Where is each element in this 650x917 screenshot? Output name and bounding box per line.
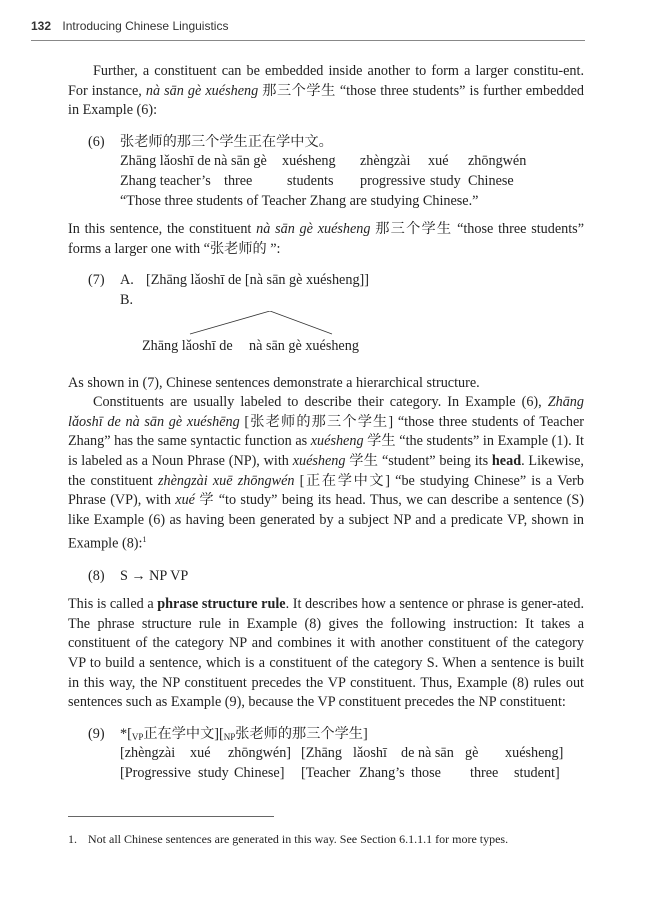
- paragraph-1: [68, 62, 584, 121]
- pinyin-word: [zhèngzài: [120, 745, 176, 762]
- np-chinese: 张老师的那三个学生]: [235, 725, 368, 742]
- text-run: In this sentence, the constituent: [68, 221, 257, 238]
- tree-leaf-left: Zhāng lǎoshī de: [142, 337, 233, 354]
- gloss-word: three: [470, 764, 499, 781]
- gloss-word: Chinese]: [234, 764, 285, 781]
- left-branch: [190, 311, 270, 334]
- example-6: [68, 133, 584, 211]
- pinyin-word: zhèngzài: [360, 153, 411, 170]
- pinyin-run: xuésheng: [292, 452, 346, 469]
- pinyin-word: Zhāng lǎoshī de: [120, 153, 211, 170]
- pinyin-word: de nà sān: [401, 745, 454, 762]
- body-text: [68, 62, 584, 793]
- example-8: [68, 567, 584, 587]
- text-run: . Likewise, the constituent: [68, 452, 584, 489]
- phrase-structure-rule: S → NP VP: [120, 567, 189, 584]
- pinyin-run: nà sān gè xuésheng: [145, 82, 259, 99]
- paragraph-4: [68, 393, 584, 554]
- pinyin-word: [Zhāng: [301, 745, 342, 762]
- gloss-word: students: [287, 172, 334, 189]
- gloss-word: study: [198, 764, 229, 781]
- text-run: Constituents are usually labeled to describe their category. In Example (6),: [93, 394, 548, 411]
- text-run: 那三个学生 “those three students” forms a larger one with “张老师的 ”:: [68, 221, 584, 257]
- pinyin-run: xué: [175, 492, 195, 509]
- example-chinese: 张老师的那三个学生正在学中文。: [120, 133, 333, 150]
- running-title: Introducing Chinese Linguistics: [62, 19, 229, 33]
- example-chinese: [120, 725, 584, 745]
- pinyin-run: zhèngzài xuē zhōngwén: [157, 472, 295, 489]
- pinyin-run: Zhāng lǎoshī de nà sān gè xuéshēng: [68, 394, 584, 430]
- pinyin-word: zhōngwén: [468, 153, 527, 170]
- right-branch: [270, 311, 332, 334]
- paragraph-5: [68, 595, 584, 713]
- gloss-word: progressive: [360, 172, 426, 189]
- ungrammatical-star: *[: [120, 725, 132, 742]
- pinyin-word: zhōngwén]: [228, 745, 292, 762]
- footnote-text: Not all Chinese sentences are generated in this way. See Section 6.1.1.1 for more types.: [88, 832, 509, 846]
- gloss-word: Zhang’s: [359, 764, 405, 781]
- example-7a: [120, 271, 584, 291]
- tree-diagram: [142, 311, 442, 365]
- text-run: . It describes how a sentence or phrase is gener-ated. The phrase structure rule in Example (8) gives the following instruction: It takes a constituent of the category NP and combines it with another constituent of the category VP to build a sentence, which is a constituent of the category S. When a sentence is built in this way, the NP constituent precedes the VP constituent. Thus, Example (8) rules out sentences such as Example (9), because the VP constituent precedes the NP constituent:: [68, 596, 584, 711]
- running-header: [31, 19, 585, 41]
- np-label: NP: [223, 731, 236, 742]
- example-number: (9): [88, 725, 105, 742]
- pinyin-word: gè: [465, 745, 479, 762]
- example-number: (6): [88, 133, 105, 150]
- example-9: [68, 725, 584, 784]
- example-gloss-row: [120, 172, 584, 192]
- gloss-word: [Progressive: [120, 764, 191, 781]
- example-7: [68, 271, 584, 364]
- pinyin-run: nà sān gè xuésheng: [256, 221, 371, 238]
- term-bold: phrase structure rule: [157, 596, 286, 613]
- gloss-word: Chinese: [468, 172, 514, 189]
- text-run: 那三个学生 “those three students” is further embedded in Example (6):: [68, 82, 585, 119]
- text-run: [正在学中文] “be studying Chinese” is a Verb Phrase (VP), with: [68, 472, 584, 509]
- text-run: [张老师的那三个学生] “those three students of Teacher Zhang” has the same syntactic function as: [68, 413, 584, 450]
- example-pinyin-row: [120, 744, 584, 764]
- pinyin-word: xué: [428, 153, 449, 170]
- pinyin-word: xuésheng]: [505, 745, 564, 762]
- page-number: 132: [31, 19, 52, 33]
- example-number: (8): [88, 567, 105, 584]
- example-7b: [120, 291, 584, 311]
- paragraph-3: As shown in (7), Chinese sentences demonstrate a hierarchical structure.: [68, 374, 480, 391]
- text-run: Further, a constituent can be embedded inside another to form a larger constitu-ent. For instance,: [68, 63, 584, 99]
- example-gloss-row: [120, 764, 584, 784]
- pinyin-word: xuésheng: [282, 153, 336, 170]
- gloss-word: those: [411, 764, 441, 781]
- vp-chinese: 正在学中文][: [143, 725, 224, 742]
- gloss-word: study: [430, 172, 461, 189]
- footnote: [68, 831, 588, 847]
- item-label: A.: [120, 272, 134, 289]
- gloss-word: student]: [514, 764, 560, 781]
- text-run: 学生 “student” being its: [345, 452, 492, 469]
- term-bold: head: [491, 452, 522, 469]
- pinyin-word: nà sān gè: [214, 153, 267, 170]
- bracketed-structure: [Zhāng lǎoshī de [nà sān gè xuésheng]]: [146, 272, 369, 289]
- item-label: B.: [120, 291, 134, 308]
- example-pinyin-row: [120, 152, 584, 172]
- text-run: This is called a: [68, 596, 158, 613]
- footnote-marker[interactable]: 1: [142, 535, 147, 545]
- tree-leaf-right: nà sān gè xuésheng: [249, 337, 359, 354]
- pinyin-word: xué: [190, 745, 211, 762]
- example-number: (7): [88, 272, 105, 289]
- pinyin-word: lǎoshī: [353, 745, 387, 762]
- gloss-word: three: [224, 172, 253, 189]
- gloss-word: Zhang teacher’s: [120, 172, 211, 189]
- pinyin-run: xuésheng: [310, 433, 364, 450]
- text-run: 学 “to study” being its head. Thus, we can describe a sentence (S) like Example (6) as having been generated by a subject NP and a predicate VP, shown in Example (8):: [68, 492, 584, 553]
- footnote-number: 1.: [68, 832, 77, 846]
- vp-label: VP: [131, 731, 144, 742]
- text-run: 学生 “the students” in Example (1). It is labeled as a Noun Phrase (NP), with: [68, 433, 584, 469]
- footnote-rule: [68, 816, 274, 817]
- paragraph-2: [68, 220, 584, 259]
- example-translation: “Those three students of Teacher Zhang are studying Chinese.”: [120, 192, 479, 209]
- gloss-word: [Teacher: [301, 764, 351, 781]
